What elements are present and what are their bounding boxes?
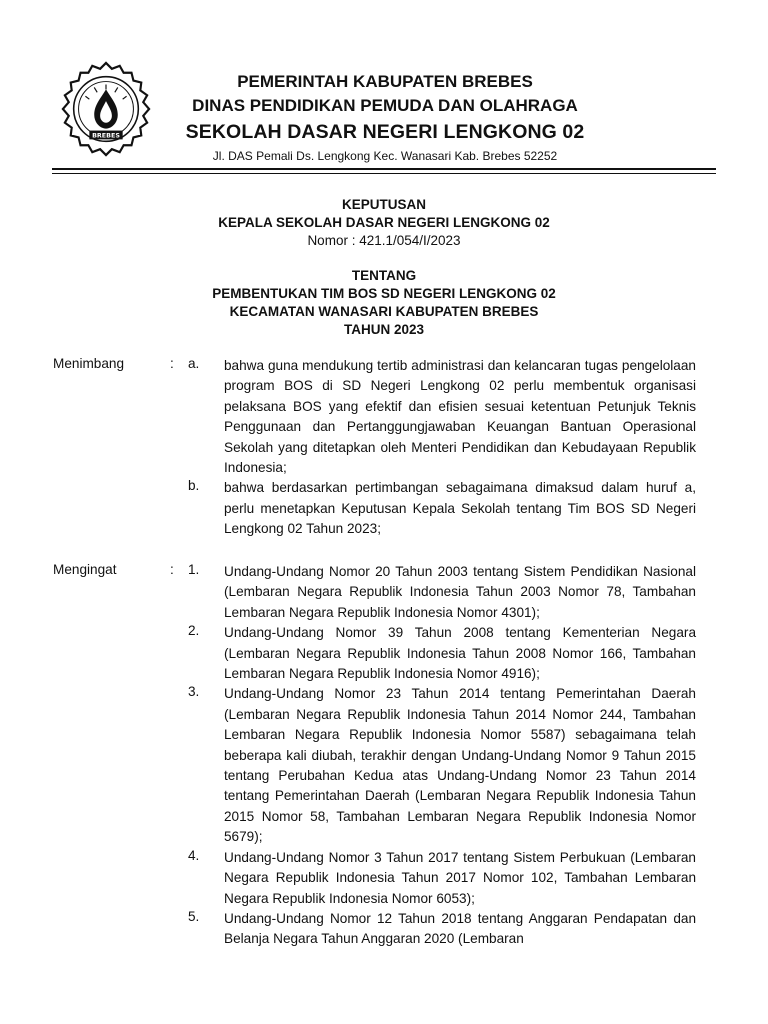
item-marker: a. [188,356,200,371]
item-text: bahwa guna mendukung tertib administrasi dan kelancaran tugas pengelolaan program BOS di SD Negeri Lengkong 02 perlu membentuk organisasi pelaksana BOS yang efektif dan efisien sesuai ketentuan Petunjuk Teknis Penggunaan dan Pertanggungjawaban Keuangan Bantuan Operasional Sekolah yang ditetapkan oleh Menteri Pendidikan dan Kebudayaan Republik Indonesia; [224,358,696,476]
section-label: Menimbang [53,356,125,371]
section-mengingat [0,562,768,950]
item-marker: 3. [188,684,200,700]
decree-issuer: KEPALA SEKOLAH DASAR NEGERI LENGKONG 02 [218,215,550,230]
section-menimbang [0,356,768,540]
item-text: Undang-Undang Nomor 20 Tahun 2003 tentang Sistem Pendidikan Nasional (Lembaran Negara Republik Indonesia Tahun 2003 Nomor 78, Tambahan Lembaran Negara Republik Indonesia Nomor 4301); [224,564,696,620]
decree-number: Nomor : 421.1/054/I/2023 [307,233,461,248]
letterhead-government: PEMERINTAH KABUPATEN BREBES [237,72,533,91]
decree-subject-line3: TAHUN 2023 [343,322,425,337]
decree-subject-line2: KECAMATAN WANASARI KABUPATEN BREBES [229,304,539,319]
section-colon: : [170,562,174,577]
section-colon: : [170,356,174,371]
decree-heading: KEPUTUSAN [341,197,426,212]
list-item [0,478,768,539]
list-item [0,848,768,909]
list-item [0,562,768,623]
item-text: Undang-Undang Nomor 12 Tahun 2018 tentang Anggaran Pendapatan dan Belanja Negara Tahun Anggaran 2020 (Lembaran [224,910,696,947]
decree-subject-line1: PEMBENTUKAN TIM BOS SD NEGERI LENGKONG 02 [212,286,556,301]
svg-text:BREBES: BREBES [92,131,120,140]
item-marker: 5. [188,908,200,924]
section-label: Mengingat [53,562,117,577]
item-marker: 4. [188,847,200,863]
letterhead-rule-thick [52,168,716,170]
item-text: Undang-Undang Nomor 39 Tahun 2008 tentang Kementerian Negara (Lembaran Negara Republik Indonesia Tahun 2008 Nomor 166, Tambahan Lembaran Negara Republik Indonesia Nomor 4916); [224,625,696,682]
item-text: Undang-Undang Nomor 3 Tahun 2017 tentang Sistem Perbukuan (Lembaran Negara Republik Indonesia Tahun 2017 Nomor 102, Tambahan Lembaran Negara Republik Indonesia Nomor 6053); [224,849,696,906]
letterhead-department: DINAS PENDIDIKAN PEMUDA DAN OLAHRAGA [192,96,578,115]
decree-tentang: TENTANG [351,268,417,283]
letterhead-rule-thin [52,173,716,174]
list-item [0,623,768,684]
letterhead-school-name: SEKOLAH DASAR NEGERI LENGKONG 02 [185,121,585,143]
list-item [0,356,768,478]
list-item [0,909,768,950]
list-item [0,684,768,847]
item-text: bahwa berdasarkan pertimbangan sebagaimana dimaksud dalam huruf a, perlu menetapkan Keputusan Kepala Sekolah tentang Tim BOS SD Negeri Lengkong 02 Tahun 2023; [224,480,696,537]
item-marker: 1. [188,562,200,577]
item-marker: b. [188,478,200,494]
item-text: Undang-Undang Nomor 23 Tahun 2014 tentang Pemerintahan Daerah (Lembaran Negara Republik Indonesia Tahun 2014 Nomor 244, Tambahan Lembaran Negara Republik Indonesia Nomor 5587) sebagaimana telah beberapa kali diubah, terakhir dengan Undang-Undang Nomor 9 Tahun 2015 tentang Perubahan Kedua atas Undang-Undang Nomor 23 Tahun 2014 tentang Pemerintahan Daerah (Lembaran Negara Republik Indonesia Tahun 2015 Nomor 58, Tambahan Lembaran Negara Republik Indonesia Nomor 5679); [224,686,696,845]
item-marker: 2. [188,623,200,639]
letterhead-address: Jl. DAS Pemali Ds. Lengkong Kec. Wanasari Kab. Brebes 52252 [212,149,558,163]
